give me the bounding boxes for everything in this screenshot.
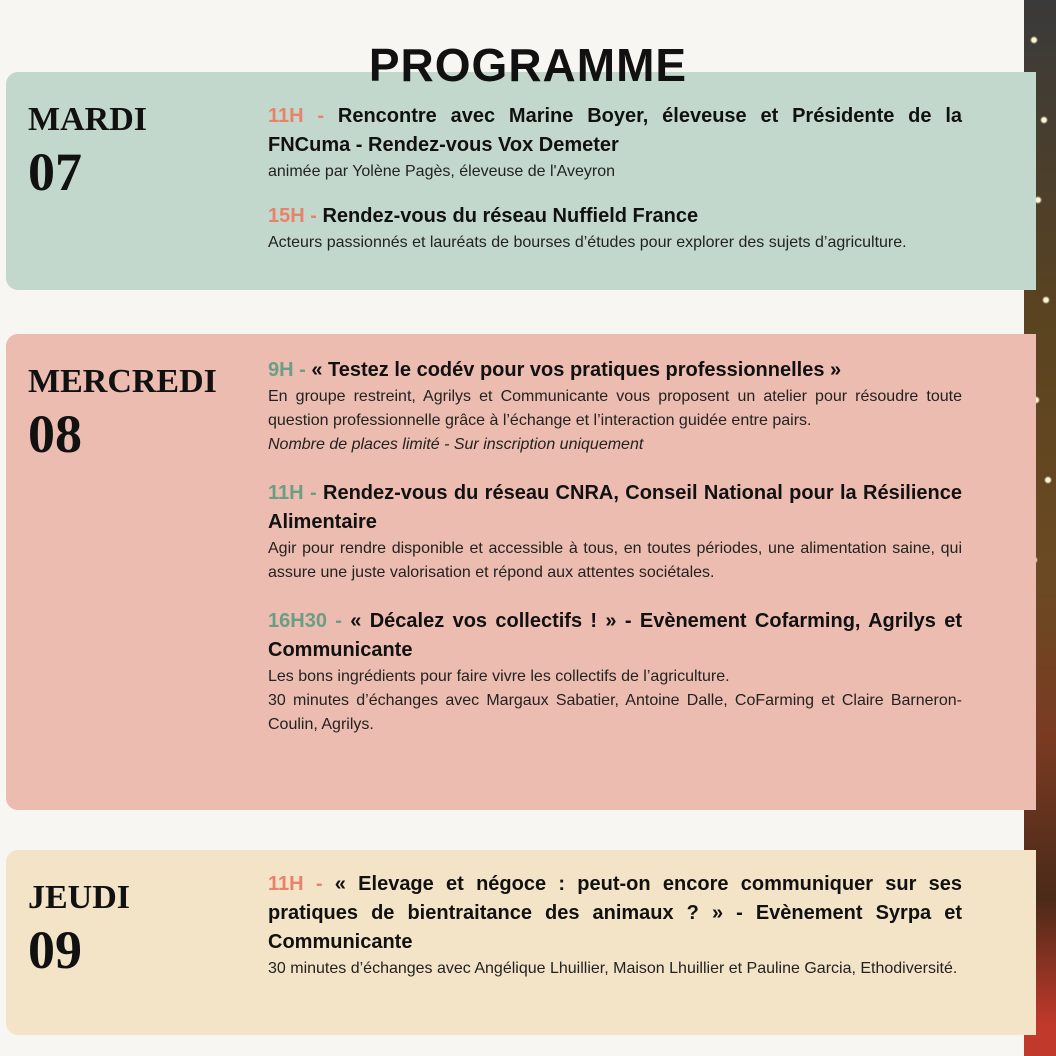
event-time: 9H - <box>268 359 312 381</box>
day-section-wednesday <box>6 334 1036 810</box>
event-item <box>268 870 962 981</box>
event-time: 11H - <box>268 482 324 504</box>
event-title: Rencontre avec Marine Boyer, éleveuse et Présidente de la FNCuma - Rendez-vous Vox Demeter <box>268 105 963 156</box>
day-number: 08 <box>28 404 82 464</box>
event-description: 30 minutes d’échanges avec Angélique Lhuillier, Maison Lhuillier et Pauline Garcia, Ethodiversité. <box>268 960 958 977</box>
day-number: 07 <box>28 142 82 202</box>
event-note: Nombre de places limité - Sur inscription uniquement <box>268 436 644 453</box>
event-item <box>268 202 962 255</box>
event-title: « Décalez vos collectifs ! » - Evènement Cofarming, Agrilys et Communicante <box>268 610 962 661</box>
event-description: Acteurs passionnés et lauréats de bourses d’études pour explorer des sujets d’agriculture. <box>268 234 907 251</box>
event-description: En groupe restreint, Agrilys et Communicante vous proposent un atelier pour résoudre toute question professionnelle grâce à l’échange et l’interaction guidée entre pairs. <box>268 388 962 429</box>
event-title: Rendez-vous du réseau CNRA, Conseil National pour la Résilience Alimentaire <box>268 482 962 533</box>
event-description: Agir pour rendre disponible et accessible à tous, en toutes périodes, une alimentation saine, qui assure une juste valorisation et répond aux attentes sociétales. <box>268 540 962 581</box>
event-description: Les bons ingrédients pour faire vivre les collectifs de l’agriculture. <box>268 668 730 685</box>
event-title: « Testez le codév pour vos pratiques professionnelles » <box>311 359 842 381</box>
event-time: 11H - <box>268 105 338 127</box>
day-name: JEUDI <box>28 879 131 916</box>
day-section-thursday <box>6 850 1036 1035</box>
event-time: 16H30 - <box>268 610 351 632</box>
day-name: MARDI <box>28 101 147 138</box>
day-number: 09 <box>28 920 82 980</box>
event-item <box>268 102 962 184</box>
event-item <box>268 479 962 585</box>
event-item <box>268 356 962 457</box>
page-title: PROGRAMME <box>368 39 688 91</box>
event-description: animée par Yolène Pagès, éleveuse de l'Aveyron <box>268 163 616 180</box>
event-item <box>268 607 962 737</box>
event-time: 11H - <box>268 873 335 895</box>
day-name: MERCREDI <box>28 363 217 400</box>
event-title: « Elevage et négoce : peut-on encore communiquer sur ses pratiques de bientraitance des animaux ? » - Evènement Syrpa et Communicante <box>268 873 962 953</box>
event-time: 15H - <box>268 205 323 227</box>
event-title: Rendez-vous du réseau Nuffield France <box>322 205 699 227</box>
event-description: 30 minutes d’échanges avec Margaux Sabatier, Antoine Dalle, CoFarming et Claire Barneron-Coulin, Agrilys. <box>268 692 962 733</box>
day-section-tuesday <box>6 72 1036 290</box>
